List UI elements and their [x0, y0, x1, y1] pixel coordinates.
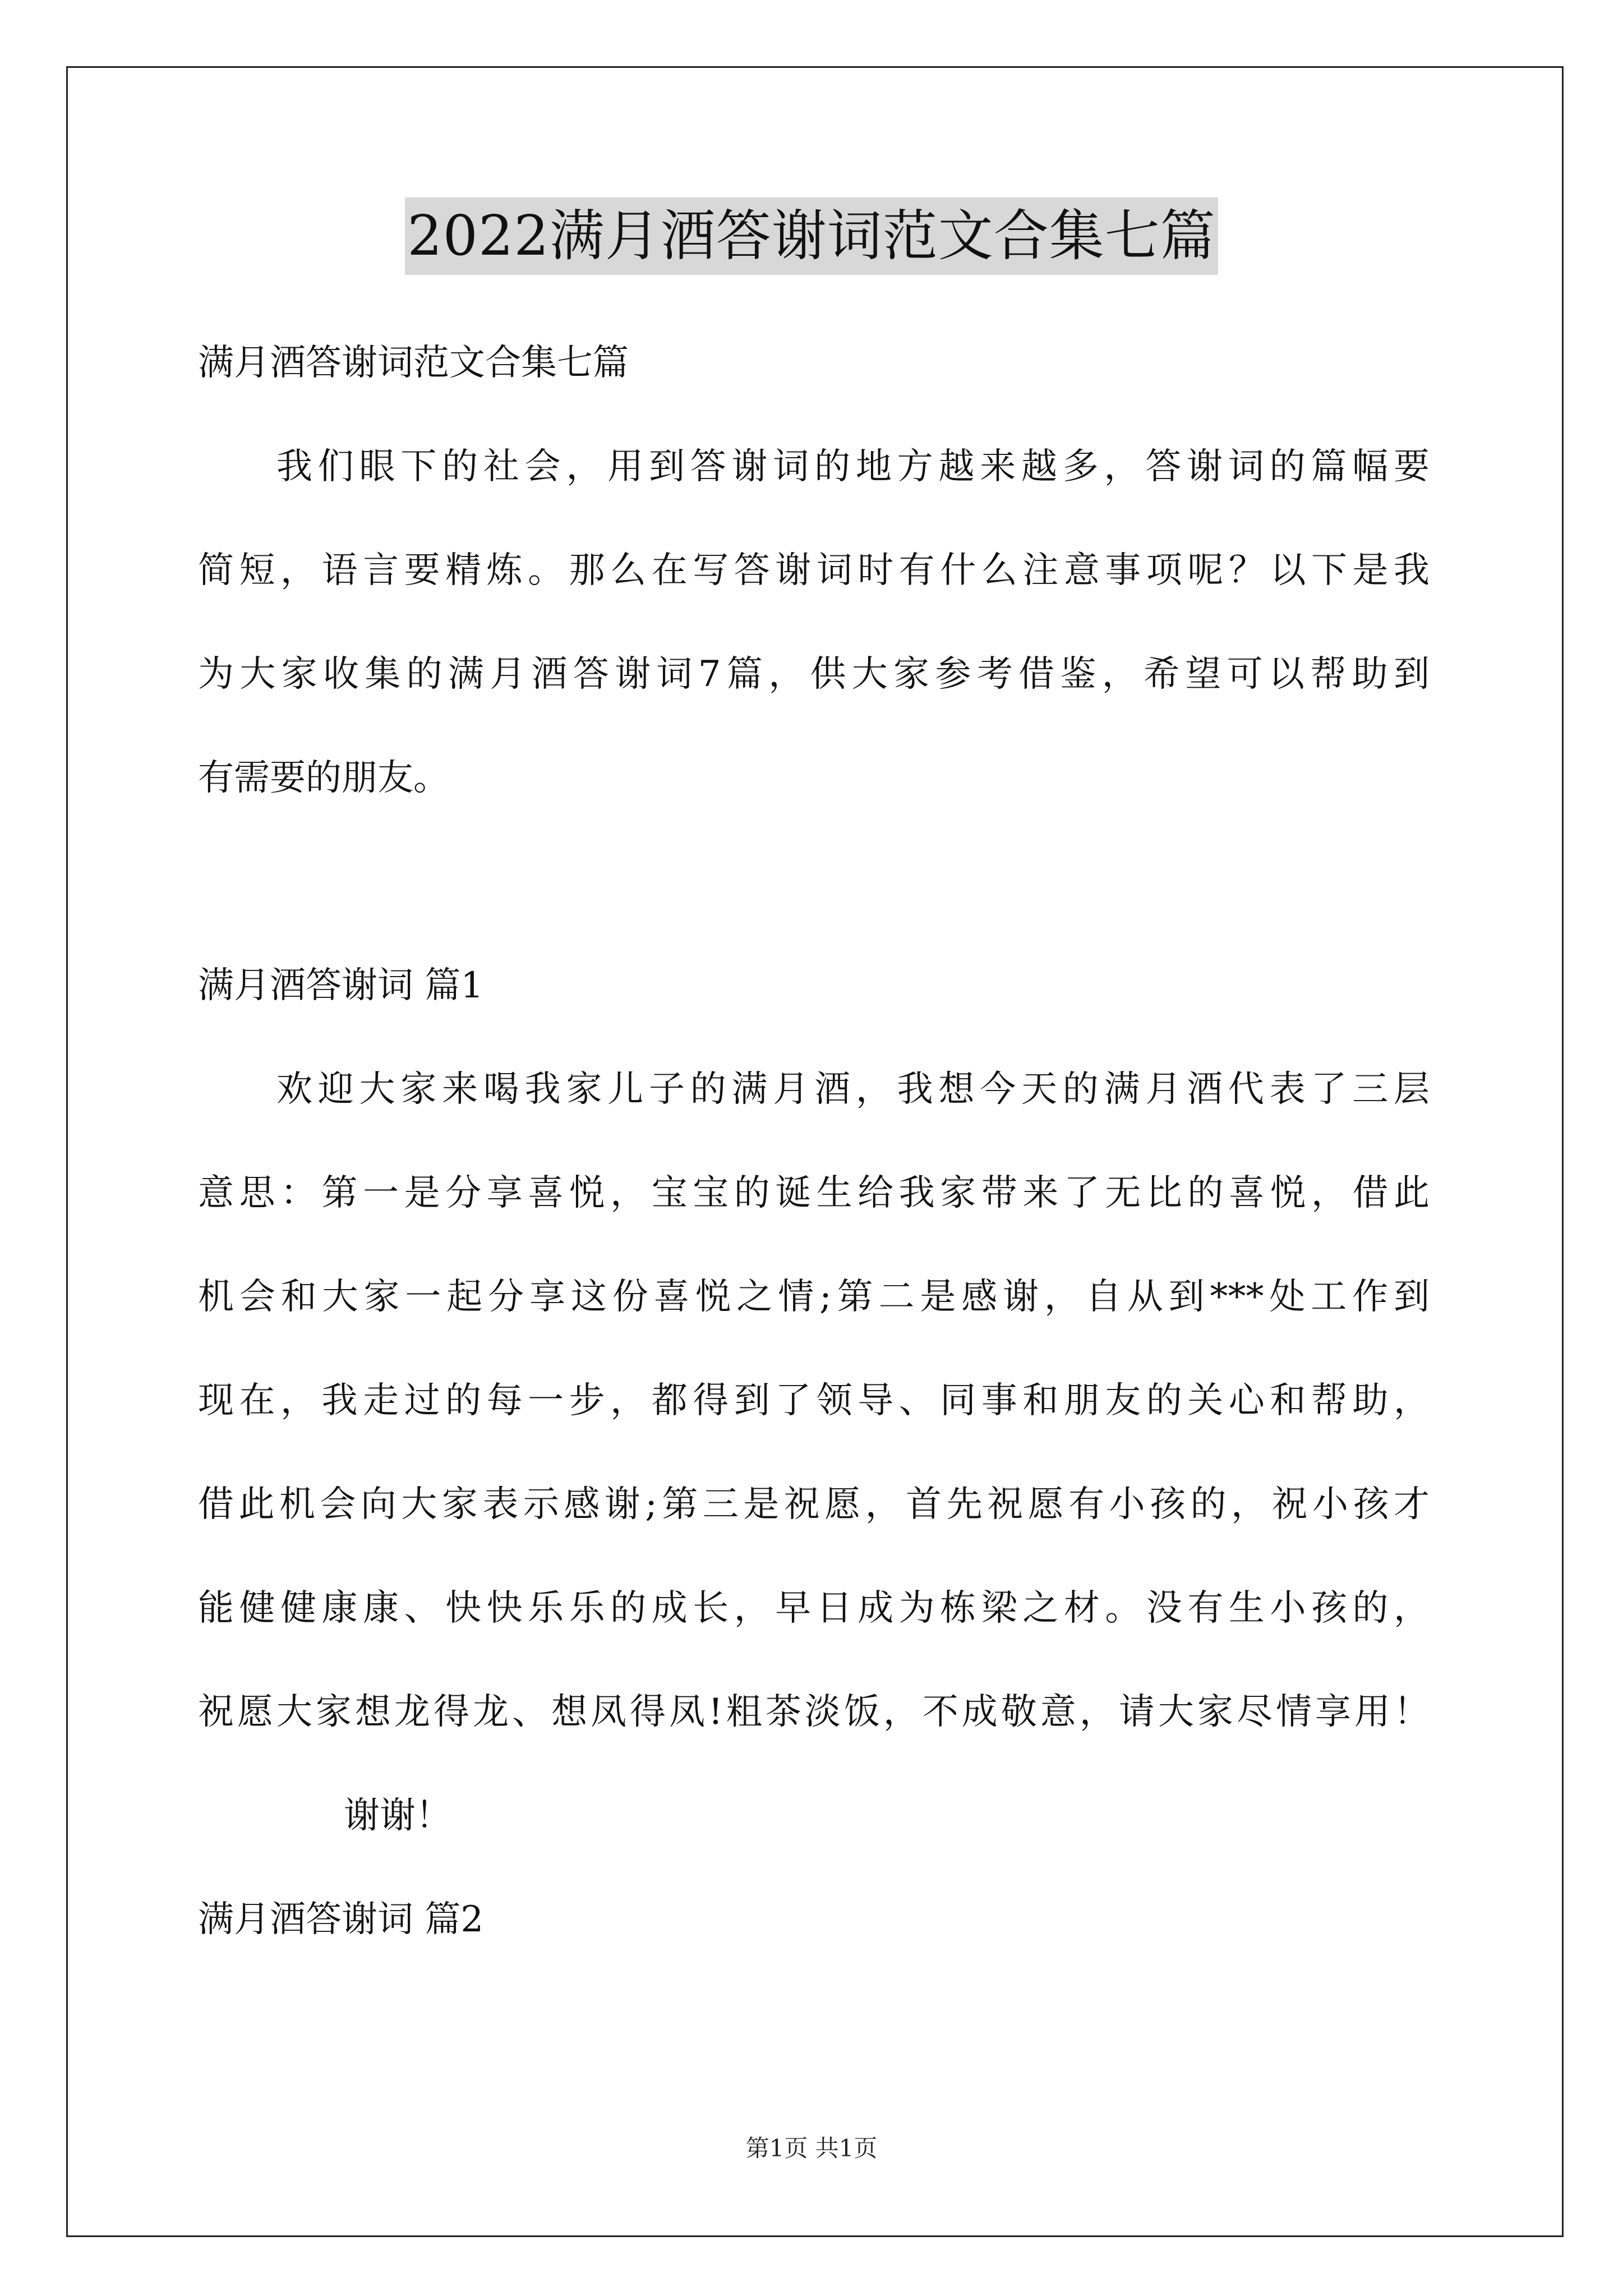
document-subtitle: 满月酒答谢词范文合集七篇	[198, 342, 629, 384]
page-number: 第1页 共1页	[745, 2134, 878, 2162]
document-title: 2022满月酒答谢词范文合集七篇	[405, 197, 1218, 275]
section-heading: 满月酒答谢词 篇1	[198, 965, 484, 1006]
document-body	[198, 311, 1430, 1972]
body-line: 机会和大家一起分享这份喜悦之情;第二是感谢，自从到***处工作到	[198, 1276, 1430, 1318]
intro-line: 我们眼下的社会，用到答谢词的地方越来越多，答谢词的篇幅要	[276, 446, 1430, 487]
intro-line: 有需要的朋友。	[198, 757, 449, 799]
body-line: 欢迎大家来喝我家儿子的满月酒，我想今天的满月酒代表了三层	[276, 1069, 1430, 1110]
page-footer	[0, 2132, 1623, 2165]
title-container	[0, 197, 1623, 275]
body-line: 现在，我走过的每一步，都得到了领导、同事和朋友的关心和帮助，	[198, 1380, 1430, 1421]
body-line: 意思：第一是分享喜悦，宝宝的诞生给我家带来了无比的喜悦，借此	[198, 1172, 1430, 1214]
section-heading: 满月酒答谢词 篇2	[198, 1899, 484, 1940]
section-spacer	[198, 830, 1430, 934]
intro-line: 简短，语言要精炼。那么在写答谢词时有什么注意事项呢？以下是我	[198, 550, 1430, 591]
closing-thanks: 谢谢！	[344, 1795, 451, 1837]
intro-line: 为大家收集的满月酒答谢词7篇，供大家参考借鉴，希望可以帮助到	[198, 654, 1430, 695]
body-line: 祝愿大家想龙得龙、想凤得凤!粗茶淡饭，不成敬意，请大家尽情享用！	[198, 1691, 1430, 1733]
body-line: 能健健康康、快快乐乐的成长，早日成为栋梁之材。没有生小孩的，	[198, 1588, 1430, 1629]
body-line: 借此机会向大家表示感谢;第三是祝愿，首先祝愿有小孩的，祝小孩才	[198, 1484, 1430, 1525]
